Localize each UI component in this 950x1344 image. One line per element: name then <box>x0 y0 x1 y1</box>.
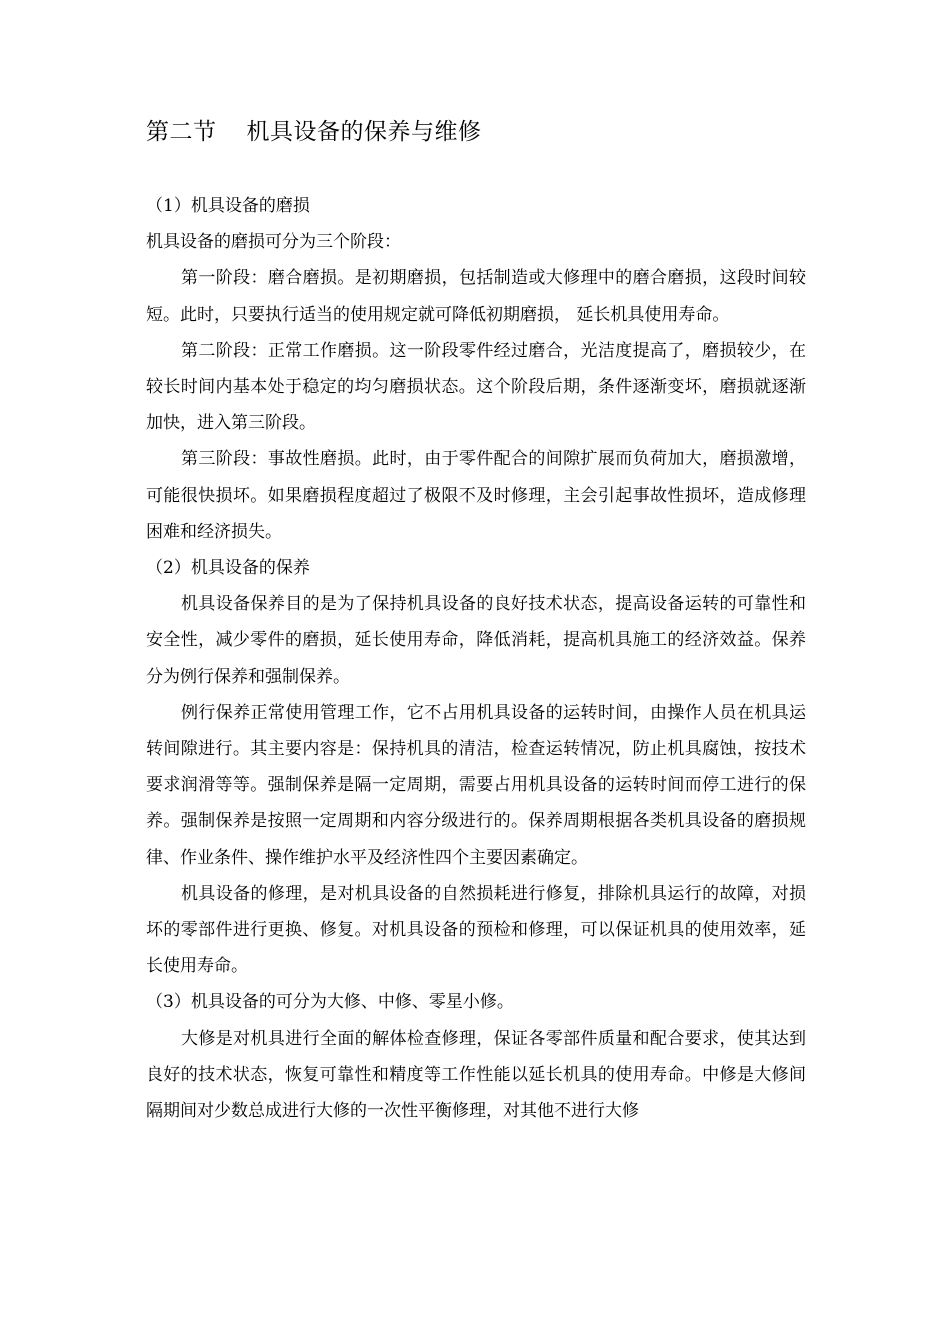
paragraph-stage-one: 第一阶段：磨合磨损。是初期磨损，包括制造或大修理中的磨合磨损，这段时间较短。此时，只要执行适当的使用规定就可降低初期磨损， 延长机具使用寿命。 <box>146 268 806 325</box>
paragraph-overhaul: 大修是对机具进行全面的解体检查修理，保证各零部件质量和配合要求，使其达到良好的技术状态，恢复可靠性和精度等工作性能以延长机具的使用寿命。中修是大修间隔期间对少数总成进行大修的一次性平衡修理，对其他不进行大修 <box>146 1028 806 1122</box>
subheading-wear: （1）机具设备的磨损 <box>146 196 310 216</box>
body-text <box>146 188 806 1129</box>
paragraph-routine-maintenance: 例行保养正常使用管理工作，它不占用机具设备的运转时间，由操作人员在机具运转间隙进行。其主要内容是：保持机具的清洁，检查运转情况，防止机具腐蚀，按技术要求润滑等等。强制保养是隔一定周期，需要占用机具设备的运转时间而停工进行的保养。强制保养是按照一定周期和内容分级进行的。保养周期根据各类机具设备的磨损规律、作业条件、操作维护水平及经济性四个主要因素确定。 <box>146 702 806 868</box>
section-heading: 机具设备的保养与维修 <box>246 119 482 145</box>
paragraph-repair: 机具设备的修理，是对机具设备的自然损耗进行修复，排除机具运行的故障，对损坏的零部件进行更换、修复。对机具设备的预检和修理，可以保证机具的使用效率，延长使用寿命。 <box>146 883 806 977</box>
subheading-repair-types: （3）机具设备的可分为大修、中修、零星小修。 <box>146 992 514 1013</box>
paragraph-stage-two: 第二阶段：正常工作磨损。这一阶段零件经过磨合，光洁度提高了，磨损较少，在较长时间内基本处于稳定的均匀磨损状态。这个阶段后期，条件逐渐变坏，磨损就逐渐加快，进入第三阶段。 <box>146 340 806 434</box>
subheading-maintenance: （2）机具设备的保养 <box>146 558 310 579</box>
paragraph-stage-three: 第三阶段：事故性磨损。此时，由于零件配合的间隙扩展而负荷加大，磨损激增， 可能很快损坏。如果磨损程度超过了极限不及时修理，主会引起事故性损坏，造成修理困难和经济损失。 <box>146 449 806 542</box>
paragraph-maintenance-purpose: 机具设备保养目的是为了保持机具设备的良好技术状态，提高设备运转的可靠性和安全性，减少零件的磨损，延长使用寿命，降低消耗，提高机具施工的经济效益。保养分为例行保养和强制保养。 <box>146 594 806 687</box>
paragraph-wear-intro: 机具设备的磨损可分为三个阶段： <box>146 232 401 253</box>
section-number: 第二节 <box>146 119 217 145</box>
section-title <box>146 114 482 150</box>
